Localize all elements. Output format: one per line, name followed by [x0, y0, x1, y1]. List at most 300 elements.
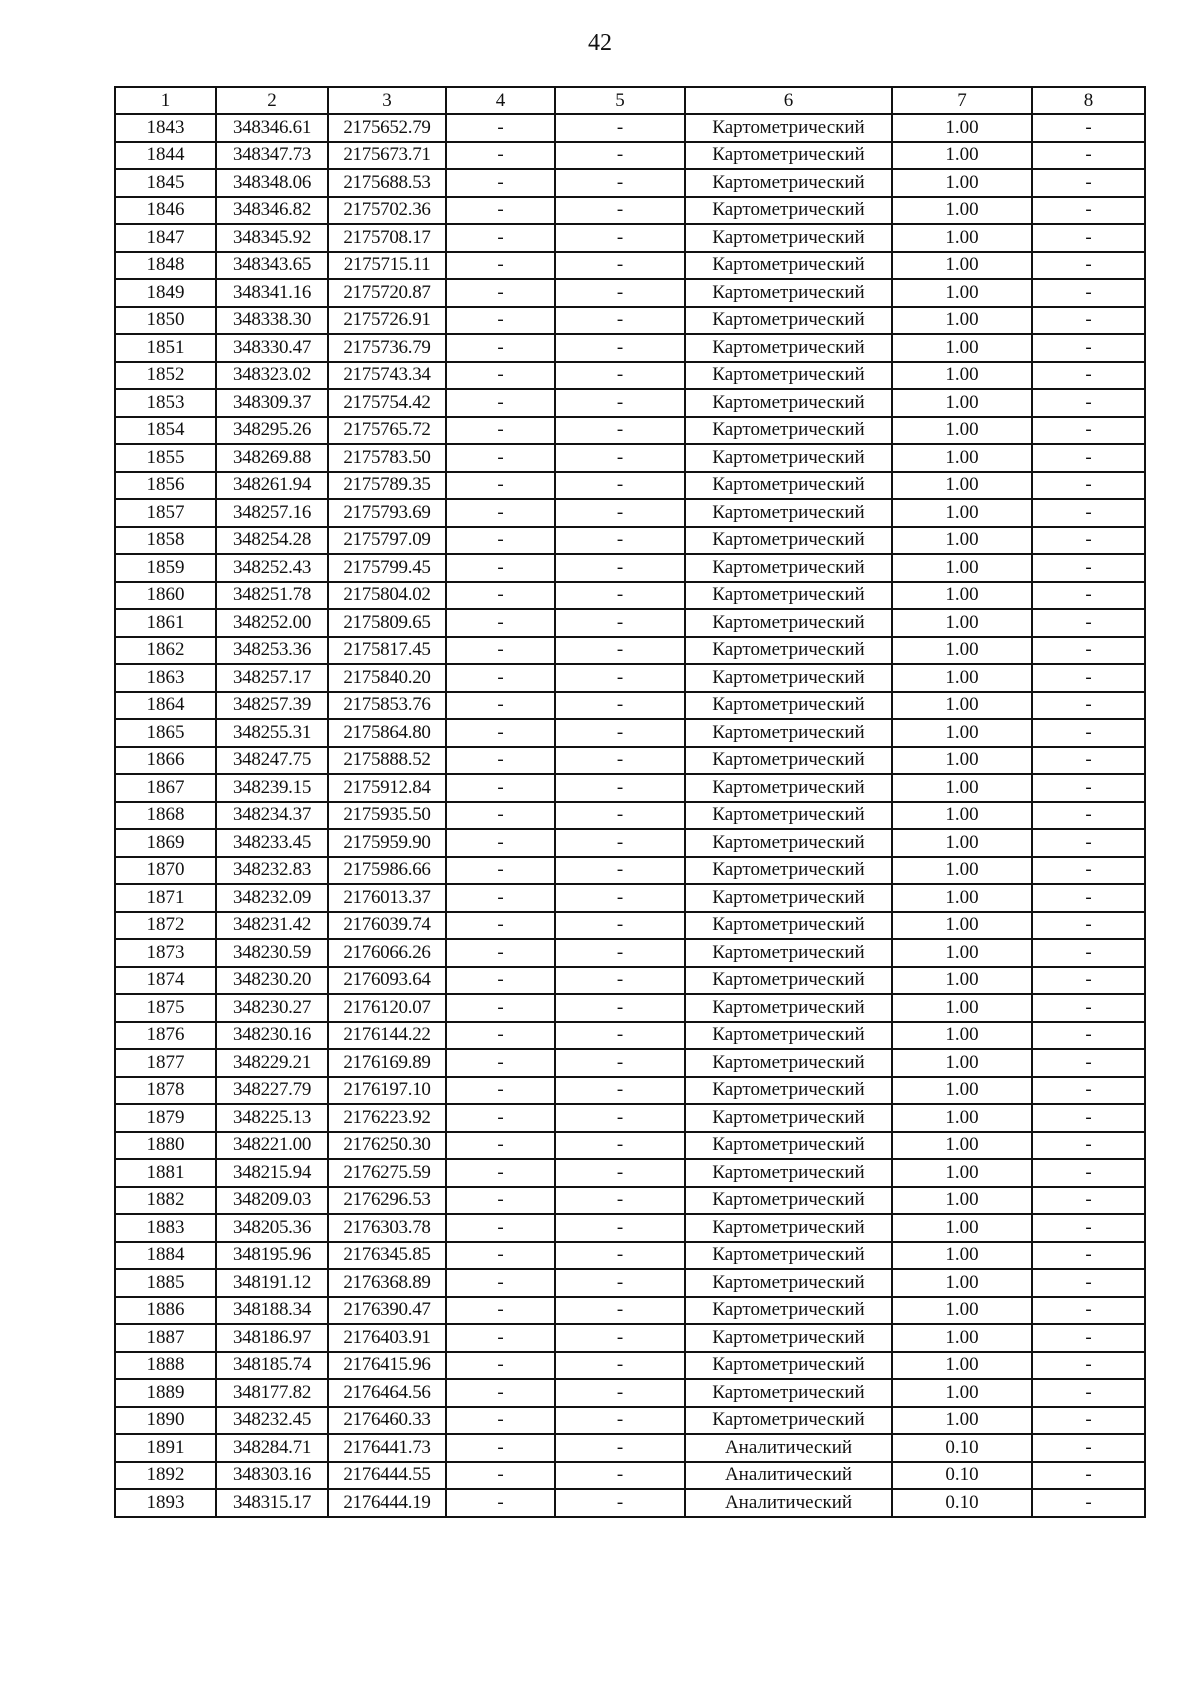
point-number-cell: 1848: [115, 252, 216, 280]
col-8-cell: -: [1032, 252, 1145, 280]
col-4-cell: -: [446, 1297, 555, 1325]
point-number-cell: 1865: [115, 719, 216, 747]
x-coordinate-cell: 348247.75: [216, 747, 328, 775]
table-row: [115, 444, 1145, 472]
col-8-cell: -: [1032, 664, 1145, 692]
col-4-cell: -: [446, 472, 555, 500]
accuracy-cell: 1.00: [892, 1214, 1032, 1242]
x-coordinate-cell: 348309.37: [216, 389, 328, 417]
col-5-cell: -: [555, 362, 685, 390]
x-coordinate-cell: 348252.43: [216, 554, 328, 582]
method-cell: Картометрический: [685, 857, 892, 885]
col-4-cell: -: [446, 719, 555, 747]
col-4-cell: -: [446, 857, 555, 885]
col-4-cell: -: [446, 774, 555, 802]
method-cell: Картометрический: [685, 554, 892, 582]
method-cell: Картометрический: [685, 939, 892, 967]
point-number-cell: 1873: [115, 939, 216, 967]
y-coordinate-cell: 2175736.79: [328, 334, 446, 362]
col-5-cell: -: [555, 389, 685, 417]
col-4-cell: -: [446, 802, 555, 830]
col-5-cell: -: [555, 197, 685, 225]
col-5-cell: -: [555, 1049, 685, 1077]
col-8-cell: -: [1032, 994, 1145, 1022]
method-cell: Картометрический: [685, 719, 892, 747]
x-coordinate-cell: 348205.36: [216, 1214, 328, 1242]
table-row: [115, 499, 1145, 527]
x-coordinate-cell: 348251.78: [216, 582, 328, 610]
col-4-cell: -: [446, 747, 555, 775]
y-coordinate-cell: 2176120.07: [328, 994, 446, 1022]
col-4-cell: -: [446, 939, 555, 967]
accuracy-cell: 1.00: [892, 884, 1032, 912]
col-5-cell: -: [555, 279, 685, 307]
table-row: [115, 252, 1145, 280]
col-5-cell: -: [555, 609, 685, 637]
y-coordinate-cell: 2176441.73: [328, 1434, 446, 1462]
y-coordinate-cell: 2176464.56: [328, 1379, 446, 1407]
col-5-cell: -: [555, 692, 685, 720]
col-4-cell: -: [446, 389, 555, 417]
accuracy-cell: 1.00: [892, 1049, 1032, 1077]
point-number-cell: 1847: [115, 224, 216, 252]
table-row: [115, 389, 1145, 417]
col-5-cell: -: [555, 499, 685, 527]
table-row: [115, 1407, 1145, 1435]
y-coordinate-cell: 2176444.19: [328, 1489, 446, 1517]
table-row: [115, 169, 1145, 197]
table-row: [115, 114, 1145, 142]
col-4-cell: -: [446, 1242, 555, 1270]
col-8-cell: -: [1032, 1352, 1145, 1380]
method-cell: Картометрический: [685, 1407, 892, 1435]
accuracy-cell: 1.00: [892, 527, 1032, 555]
accuracy-cell: 1.00: [892, 1077, 1032, 1105]
accuracy-cell: 1.00: [892, 857, 1032, 885]
y-coordinate-cell: 2176275.59: [328, 1159, 446, 1187]
col-8-cell: -: [1032, 719, 1145, 747]
col-8-cell: -: [1032, 142, 1145, 170]
y-coordinate-cell: 2176197.10: [328, 1077, 446, 1105]
table-header: [115, 87, 1145, 114]
y-coordinate-cell: 2176390.47: [328, 1297, 446, 1325]
y-coordinate-cell: 2175708.17: [328, 224, 446, 252]
point-number-cell: 1885: [115, 1269, 216, 1297]
col-4-cell: -: [446, 252, 555, 280]
col-5-cell: -: [555, 307, 685, 335]
x-coordinate-cell: 348323.02: [216, 362, 328, 390]
col-4-cell: -: [446, 1407, 555, 1435]
point-number-cell: 1878: [115, 1077, 216, 1105]
y-coordinate-cell: 2175783.50: [328, 444, 446, 472]
col-4-cell: -: [446, 994, 555, 1022]
accuracy-cell: 1.00: [892, 1104, 1032, 1132]
col-4-cell: -: [446, 829, 555, 857]
col-8-cell: -: [1032, 197, 1145, 225]
y-coordinate-cell: 2176013.37: [328, 884, 446, 912]
point-number-cell: 1860: [115, 582, 216, 610]
accuracy-cell: 1.00: [892, 389, 1032, 417]
point-number-cell: 1883: [115, 1214, 216, 1242]
column-header-2: 2: [216, 87, 328, 114]
x-coordinate-cell: 348257.16: [216, 499, 328, 527]
col-5-cell: -: [555, 829, 685, 857]
y-coordinate-cell: 2176368.89: [328, 1269, 446, 1297]
method-cell: Картометрический: [685, 169, 892, 197]
col-5-cell: -: [555, 857, 685, 885]
accuracy-cell: 1.00: [892, 444, 1032, 472]
col-4-cell: -: [446, 884, 555, 912]
y-coordinate-cell: 2175912.84: [328, 774, 446, 802]
y-coordinate-cell: 2175864.80: [328, 719, 446, 747]
col-4-cell: -: [446, 362, 555, 390]
y-coordinate-cell: 2175754.42: [328, 389, 446, 417]
col-4-cell: -: [446, 664, 555, 692]
x-coordinate-cell: 348255.31: [216, 719, 328, 747]
point-number-cell: 1861: [115, 609, 216, 637]
col-8-cell: -: [1032, 1489, 1145, 1517]
x-coordinate-cell: 348230.20: [216, 967, 328, 995]
col-8-cell: -: [1032, 884, 1145, 912]
y-coordinate-cell: 2175702.36: [328, 197, 446, 225]
x-coordinate-cell: 348269.88: [216, 444, 328, 472]
col-8-cell: -: [1032, 1187, 1145, 1215]
y-coordinate-cell: 2175804.02: [328, 582, 446, 610]
col-8-cell: -: [1032, 444, 1145, 472]
y-coordinate-cell: 2176223.92: [328, 1104, 446, 1132]
y-coordinate-cell: 2176093.64: [328, 967, 446, 995]
y-coordinate-cell: 2176415.96: [328, 1352, 446, 1380]
accuracy-cell: 1.00: [892, 362, 1032, 390]
y-coordinate-cell: 2175817.45: [328, 637, 446, 665]
table-row: [115, 1022, 1145, 1050]
y-coordinate-cell: 2176039.74: [328, 912, 446, 940]
col-5-cell: -: [555, 252, 685, 280]
y-coordinate-cell: 2176303.78: [328, 1214, 446, 1242]
accuracy-cell: 1.00: [892, 114, 1032, 142]
x-coordinate-cell: 348330.47: [216, 334, 328, 362]
table-row: [115, 692, 1145, 720]
point-number-cell: 1872: [115, 912, 216, 940]
method-cell: Картометрический: [685, 114, 892, 142]
method-cell: Картометрический: [685, 389, 892, 417]
method-cell: Картометрический: [685, 1077, 892, 1105]
table-row: [115, 719, 1145, 747]
col-4-cell: -: [446, 1104, 555, 1132]
point-number-cell: 1862: [115, 637, 216, 665]
y-coordinate-cell: 2175726.91: [328, 307, 446, 335]
accuracy-cell: 1.00: [892, 197, 1032, 225]
col-5-cell: -: [555, 1324, 685, 1352]
accuracy-cell: 1.00: [892, 334, 1032, 362]
accuracy-cell: 1.00: [892, 719, 1032, 747]
col-8-cell: -: [1032, 967, 1145, 995]
y-coordinate-cell: 2175799.45: [328, 554, 446, 582]
x-coordinate-cell: 348230.27: [216, 994, 328, 1022]
point-number-cell: 1854: [115, 417, 216, 445]
point-number-cell: 1882: [115, 1187, 216, 1215]
point-number-cell: 1866: [115, 747, 216, 775]
table-row: [115, 609, 1145, 637]
accuracy-cell: 1.00: [892, 1022, 1032, 1050]
method-cell: Картометрический: [685, 664, 892, 692]
col-5-cell: -: [555, 912, 685, 940]
col-5-cell: -: [555, 417, 685, 445]
point-number-cell: 1855: [115, 444, 216, 472]
x-coordinate-cell: 348209.03: [216, 1187, 328, 1215]
accuracy-cell: 1.00: [892, 1324, 1032, 1352]
col-8-cell: -: [1032, 912, 1145, 940]
point-number-cell: 1851: [115, 334, 216, 362]
col-4-cell: -: [446, 1324, 555, 1352]
table-row: [115, 527, 1145, 555]
col-8-cell: -: [1032, 857, 1145, 885]
method-cell: Картометрический: [685, 1214, 892, 1242]
y-coordinate-cell: 2175673.71: [328, 142, 446, 170]
accuracy-cell: 1.00: [892, 499, 1032, 527]
table-row: [115, 994, 1145, 1022]
method-cell: Картометрический: [685, 1187, 892, 1215]
y-coordinate-cell: 2176460.33: [328, 1407, 446, 1435]
table-row: [115, 747, 1145, 775]
y-coordinate-cell: 2175789.35: [328, 472, 446, 500]
point-number-cell: 1849: [115, 279, 216, 307]
table-row: [115, 334, 1145, 362]
table-row: [115, 1489, 1145, 1517]
point-number-cell: 1881: [115, 1159, 216, 1187]
method-cell: Картометрический: [685, 1104, 892, 1132]
col-5-cell: -: [555, 444, 685, 472]
point-number-cell: 1863: [115, 664, 216, 692]
method-cell: Картометрический: [685, 1132, 892, 1160]
x-coordinate-cell: 348257.17: [216, 664, 328, 692]
col-8-cell: -: [1032, 1214, 1145, 1242]
accuracy-cell: 1.00: [892, 664, 1032, 692]
x-coordinate-cell: 348227.79: [216, 1077, 328, 1105]
x-coordinate-cell: 348229.21: [216, 1049, 328, 1077]
col-5-cell: -: [555, 1407, 685, 1435]
method-cell: Картометрический: [685, 527, 892, 555]
col-5-cell: -: [555, 719, 685, 747]
col-5-cell: -: [555, 939, 685, 967]
x-coordinate-cell: 348230.59: [216, 939, 328, 967]
col-4-cell: -: [446, 1159, 555, 1187]
method-cell: Картометрический: [685, 252, 892, 280]
table-row: [115, 1242, 1145, 1270]
method-cell: Картометрический: [685, 224, 892, 252]
x-coordinate-cell: 348346.61: [216, 114, 328, 142]
table-row: [115, 912, 1145, 940]
col-8-cell: -: [1032, 829, 1145, 857]
x-coordinate-cell: 348257.39: [216, 692, 328, 720]
table-row: [115, 1297, 1145, 1325]
col-8-cell: -: [1032, 1434, 1145, 1462]
table-row: [115, 472, 1145, 500]
col-4-cell: -: [446, 114, 555, 142]
table-row: [115, 884, 1145, 912]
point-number-cell: 1890: [115, 1407, 216, 1435]
col-4-cell: -: [446, 1434, 555, 1462]
method-cell: Картометрический: [685, 1269, 892, 1297]
x-coordinate-cell: 348239.15: [216, 774, 328, 802]
accuracy-cell: 1.00: [892, 307, 1032, 335]
col-8-cell: -: [1032, 1132, 1145, 1160]
table-row: [115, 1462, 1145, 1490]
col-8-cell: -: [1032, 1077, 1145, 1105]
x-coordinate-cell: 348186.97: [216, 1324, 328, 1352]
col-5-cell: -: [555, 554, 685, 582]
y-coordinate-cell: 2175853.76: [328, 692, 446, 720]
method-cell: Картометрический: [685, 774, 892, 802]
col-4-cell: -: [446, 637, 555, 665]
col-5-cell: -: [555, 1269, 685, 1297]
y-coordinate-cell: 2176066.26: [328, 939, 446, 967]
table-row: [115, 637, 1145, 665]
y-coordinate-cell: 2176250.30: [328, 1132, 446, 1160]
accuracy-cell: 1.00: [892, 1352, 1032, 1380]
col-8-cell: -: [1032, 747, 1145, 775]
col-4-cell: -: [446, 1269, 555, 1297]
method-cell: Картометрический: [685, 1352, 892, 1380]
accuracy-cell: 0.10: [892, 1489, 1032, 1517]
point-number-cell: 1877: [115, 1049, 216, 1077]
accuracy-cell: 1.00: [892, 252, 1032, 280]
table-row: [115, 1187, 1145, 1215]
point-number-cell: 1859: [115, 554, 216, 582]
point-number-cell: 1892: [115, 1462, 216, 1490]
table-row: [115, 1269, 1145, 1297]
method-cell: Аналитический: [685, 1489, 892, 1517]
accuracy-cell: 1.00: [892, 774, 1032, 802]
accuracy-cell: 1.00: [892, 939, 1032, 967]
method-cell: Картометрический: [685, 884, 892, 912]
col-5-cell: -: [555, 994, 685, 1022]
table-row: [115, 554, 1145, 582]
method-cell: Аналитический: [685, 1434, 892, 1462]
table-row: [115, 967, 1145, 995]
col-4-cell: -: [446, 307, 555, 335]
table-row: [115, 1214, 1145, 1242]
col-5-cell: -: [555, 142, 685, 170]
table-row: [115, 664, 1145, 692]
point-number-cell: 1871: [115, 884, 216, 912]
table-row: [115, 939, 1145, 967]
col-5-cell: -: [555, 527, 685, 555]
method-cell: Картометрический: [685, 307, 892, 335]
method-cell: Картометрический: [685, 1379, 892, 1407]
col-4-cell: -: [446, 1132, 555, 1160]
col-8-cell: -: [1032, 802, 1145, 830]
accuracy-cell: 0.10: [892, 1434, 1032, 1462]
method-cell: Картометрический: [685, 1022, 892, 1050]
column-header-4: 4: [446, 87, 555, 114]
table-row: [115, 1352, 1145, 1380]
method-cell: Картометрический: [685, 609, 892, 637]
col-8-cell: -: [1032, 499, 1145, 527]
table-row: [115, 142, 1145, 170]
col-4-cell: -: [446, 499, 555, 527]
col-8-cell: -: [1032, 1049, 1145, 1077]
col-8-cell: -: [1032, 362, 1145, 390]
column-header-8: 8: [1032, 87, 1145, 114]
col-8-cell: -: [1032, 1242, 1145, 1270]
col-5-cell: -: [555, 802, 685, 830]
col-5-cell: -: [555, 884, 685, 912]
y-coordinate-cell: 2176403.91: [328, 1324, 446, 1352]
point-number-cell: 1867: [115, 774, 216, 802]
col-4-cell: -: [446, 554, 555, 582]
col-5-cell: -: [555, 747, 685, 775]
col-4-cell: -: [446, 967, 555, 995]
col-4-cell: -: [446, 169, 555, 197]
y-coordinate-cell: 2175935.50: [328, 802, 446, 830]
y-coordinate-cell: 2175809.65: [328, 609, 446, 637]
col-8-cell: -: [1032, 279, 1145, 307]
x-coordinate-cell: 348191.12: [216, 1269, 328, 1297]
accuracy-cell: 1.00: [892, 142, 1032, 170]
accuracy-cell: 1.00: [892, 692, 1032, 720]
col-4-cell: -: [446, 1462, 555, 1490]
accuracy-cell: 1.00: [892, 967, 1032, 995]
x-coordinate-cell: 348188.34: [216, 1297, 328, 1325]
method-cell: Аналитический: [685, 1462, 892, 1490]
col-5-cell: -: [555, 1187, 685, 1215]
table-row: [115, 802, 1145, 830]
col-8-cell: -: [1032, 1104, 1145, 1132]
table-row: [115, 417, 1145, 445]
table-row: [115, 1049, 1145, 1077]
col-4-cell: -: [446, 912, 555, 940]
point-number-cell: 1875: [115, 994, 216, 1022]
col-8-cell: -: [1032, 692, 1145, 720]
col-8-cell: -: [1032, 307, 1145, 335]
col-5-cell: -: [555, 1132, 685, 1160]
accuracy-cell: 1.00: [892, 1159, 1032, 1187]
method-cell: Картометрический: [685, 362, 892, 390]
column-header-7: 7: [892, 87, 1032, 114]
col-5-cell: -: [555, 637, 685, 665]
y-coordinate-cell: 2175652.79: [328, 114, 446, 142]
col-8-cell: -: [1032, 1462, 1145, 1490]
col-4-cell: -: [446, 197, 555, 225]
col-8-cell: -: [1032, 389, 1145, 417]
accuracy-cell: 1.00: [892, 802, 1032, 830]
y-coordinate-cell: 2176345.85: [328, 1242, 446, 1270]
y-coordinate-cell: 2176144.22: [328, 1022, 446, 1050]
col-8-cell: -: [1032, 169, 1145, 197]
point-number-cell: 1858: [115, 527, 216, 555]
x-coordinate-cell: 348254.28: [216, 527, 328, 555]
x-coordinate-cell: 348232.45: [216, 1407, 328, 1435]
col-5-cell: -: [555, 1352, 685, 1380]
x-coordinate-cell: 348284.71: [216, 1434, 328, 1462]
col-5-cell: -: [555, 1434, 685, 1462]
method-cell: Картометрический: [685, 582, 892, 610]
col-8-cell: -: [1032, 1324, 1145, 1352]
method-cell: Картометрический: [685, 197, 892, 225]
col-4-cell: -: [446, 1187, 555, 1215]
accuracy-cell: 1.00: [892, 1269, 1032, 1297]
col-4-cell: -: [446, 279, 555, 307]
y-coordinate-cell: 2175959.90: [328, 829, 446, 857]
y-coordinate-cell: 2175797.09: [328, 527, 446, 555]
method-cell: Картометрический: [685, 692, 892, 720]
x-coordinate-cell: 348252.00: [216, 609, 328, 637]
method-cell: Картометрический: [685, 1242, 892, 1270]
accuracy-cell: 1.00: [892, 224, 1032, 252]
method-cell: Картометрический: [685, 499, 892, 527]
x-coordinate-cell: 348232.09: [216, 884, 328, 912]
